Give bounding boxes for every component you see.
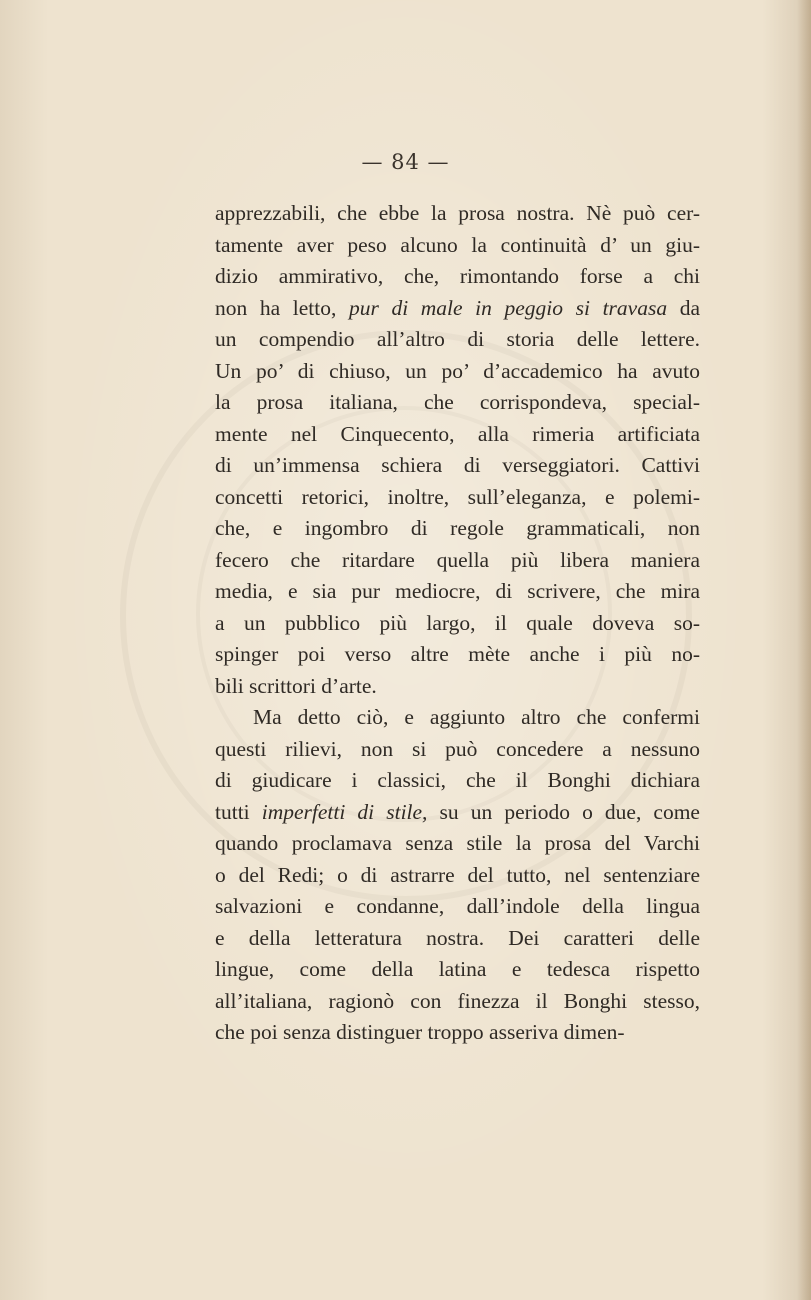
text-segment: un compendio all’altro di storia delle lettere. [215,327,700,351]
text-segment: di giudicare i classici, che il Bonghi dichiara [215,768,700,792]
text-line [215,356,700,388]
text-segment: dizio ammirativo, che, rimontando forse a chi [215,264,700,288]
text-line [215,608,700,640]
text-segment: media, e sia pur mediocre, di scrivere, che mira [215,579,700,603]
text-segment: non ha letto, [215,295,349,320]
text-line [215,576,700,608]
text-line [215,513,700,545]
text-line [215,797,700,829]
text-line [215,891,700,923]
text-line [215,419,700,451]
text-segment: Ma detto ciò, e aggiunto altro che confermi [253,705,700,729]
text-line [215,860,700,892]
text-segment: su un periodo o due, come [427,799,700,824]
text-segment: a un pubblico più largo, il quale doveva so- [215,610,700,635]
text-segment: quando proclamava senza stile la prosa del Varchi [215,831,700,855]
text-segment: lingue, come della latina e tedesca rispetto [215,957,700,981]
text-line [215,482,700,514]
text-line [215,324,700,356]
text-segment: da [667,295,700,320]
text-line [215,734,700,766]
text-segment: salvazioni e condanne, dall’indole della lingua [215,894,700,918]
page-number: — 84 — [361,150,450,174]
text-segment: fecero che ritardare quella più libera maniera [215,547,700,572]
text-segment: e della letteratura nostra. Dei caratteri delle [215,925,700,950]
text-line [215,702,700,734]
text-segment: concetti retorici, inoltre, sull’eleganza, e polemi- [215,484,700,509]
italic-phrase: imperfetti di stile, [261,799,428,824]
text-segment: questi rilievi, non si può concedere a nessuno [215,736,700,761]
text-segment: spinger poi verso altre mète anche i più no- [215,642,700,666]
text-line [215,293,700,325]
text-segment: che, e ingombro di regole grammaticali, non [215,516,700,540]
text-line [215,954,700,986]
text-line [215,923,700,955]
text-line [215,545,700,577]
text-segment: bili scrittori d’arte. [215,673,377,698]
italic-phrase: pur di male in peggio si travasa [348,295,668,320]
text-line [215,828,700,860]
text-segment: di un’immensa schiera di verseggiatori. Cattivi [215,453,700,477]
body-text [215,198,700,1049]
text-segment: la prosa italiana, che corrispondeva, special- [215,390,700,414]
text-segment: Un po’ di chiuso, un po’ d’accademico ha avuto [215,358,700,383]
text-line [215,765,700,797]
text-line [215,198,700,230]
text-line [215,230,700,262]
text-line [215,450,700,482]
text-line [215,639,700,671]
text-segment: o del Redi; o di astrarre del tutto, nel sentenziare [215,862,700,887]
text-line [215,261,700,293]
text-segment: che poi senza distinguer troppo asseriva dimen- [215,1020,625,1044]
text-line [215,986,700,1018]
text-line [215,387,700,419]
text-line [215,671,700,703]
text-segment: mente nel Cinquecento, alla rimeria artificiata [215,421,700,446]
text-segment: tamente aver peso alcuno la continuità d’ un giu- [215,232,700,257]
text-segment: tutti [215,799,262,824]
text-line [215,1017,700,1049]
text-segment: apprezzabili, che ebbe la prosa nostra. Nè può cer- [215,201,700,225]
text-segment: all’italiana, ragionò con finezza il Bonghi stesso, [215,988,700,1013]
